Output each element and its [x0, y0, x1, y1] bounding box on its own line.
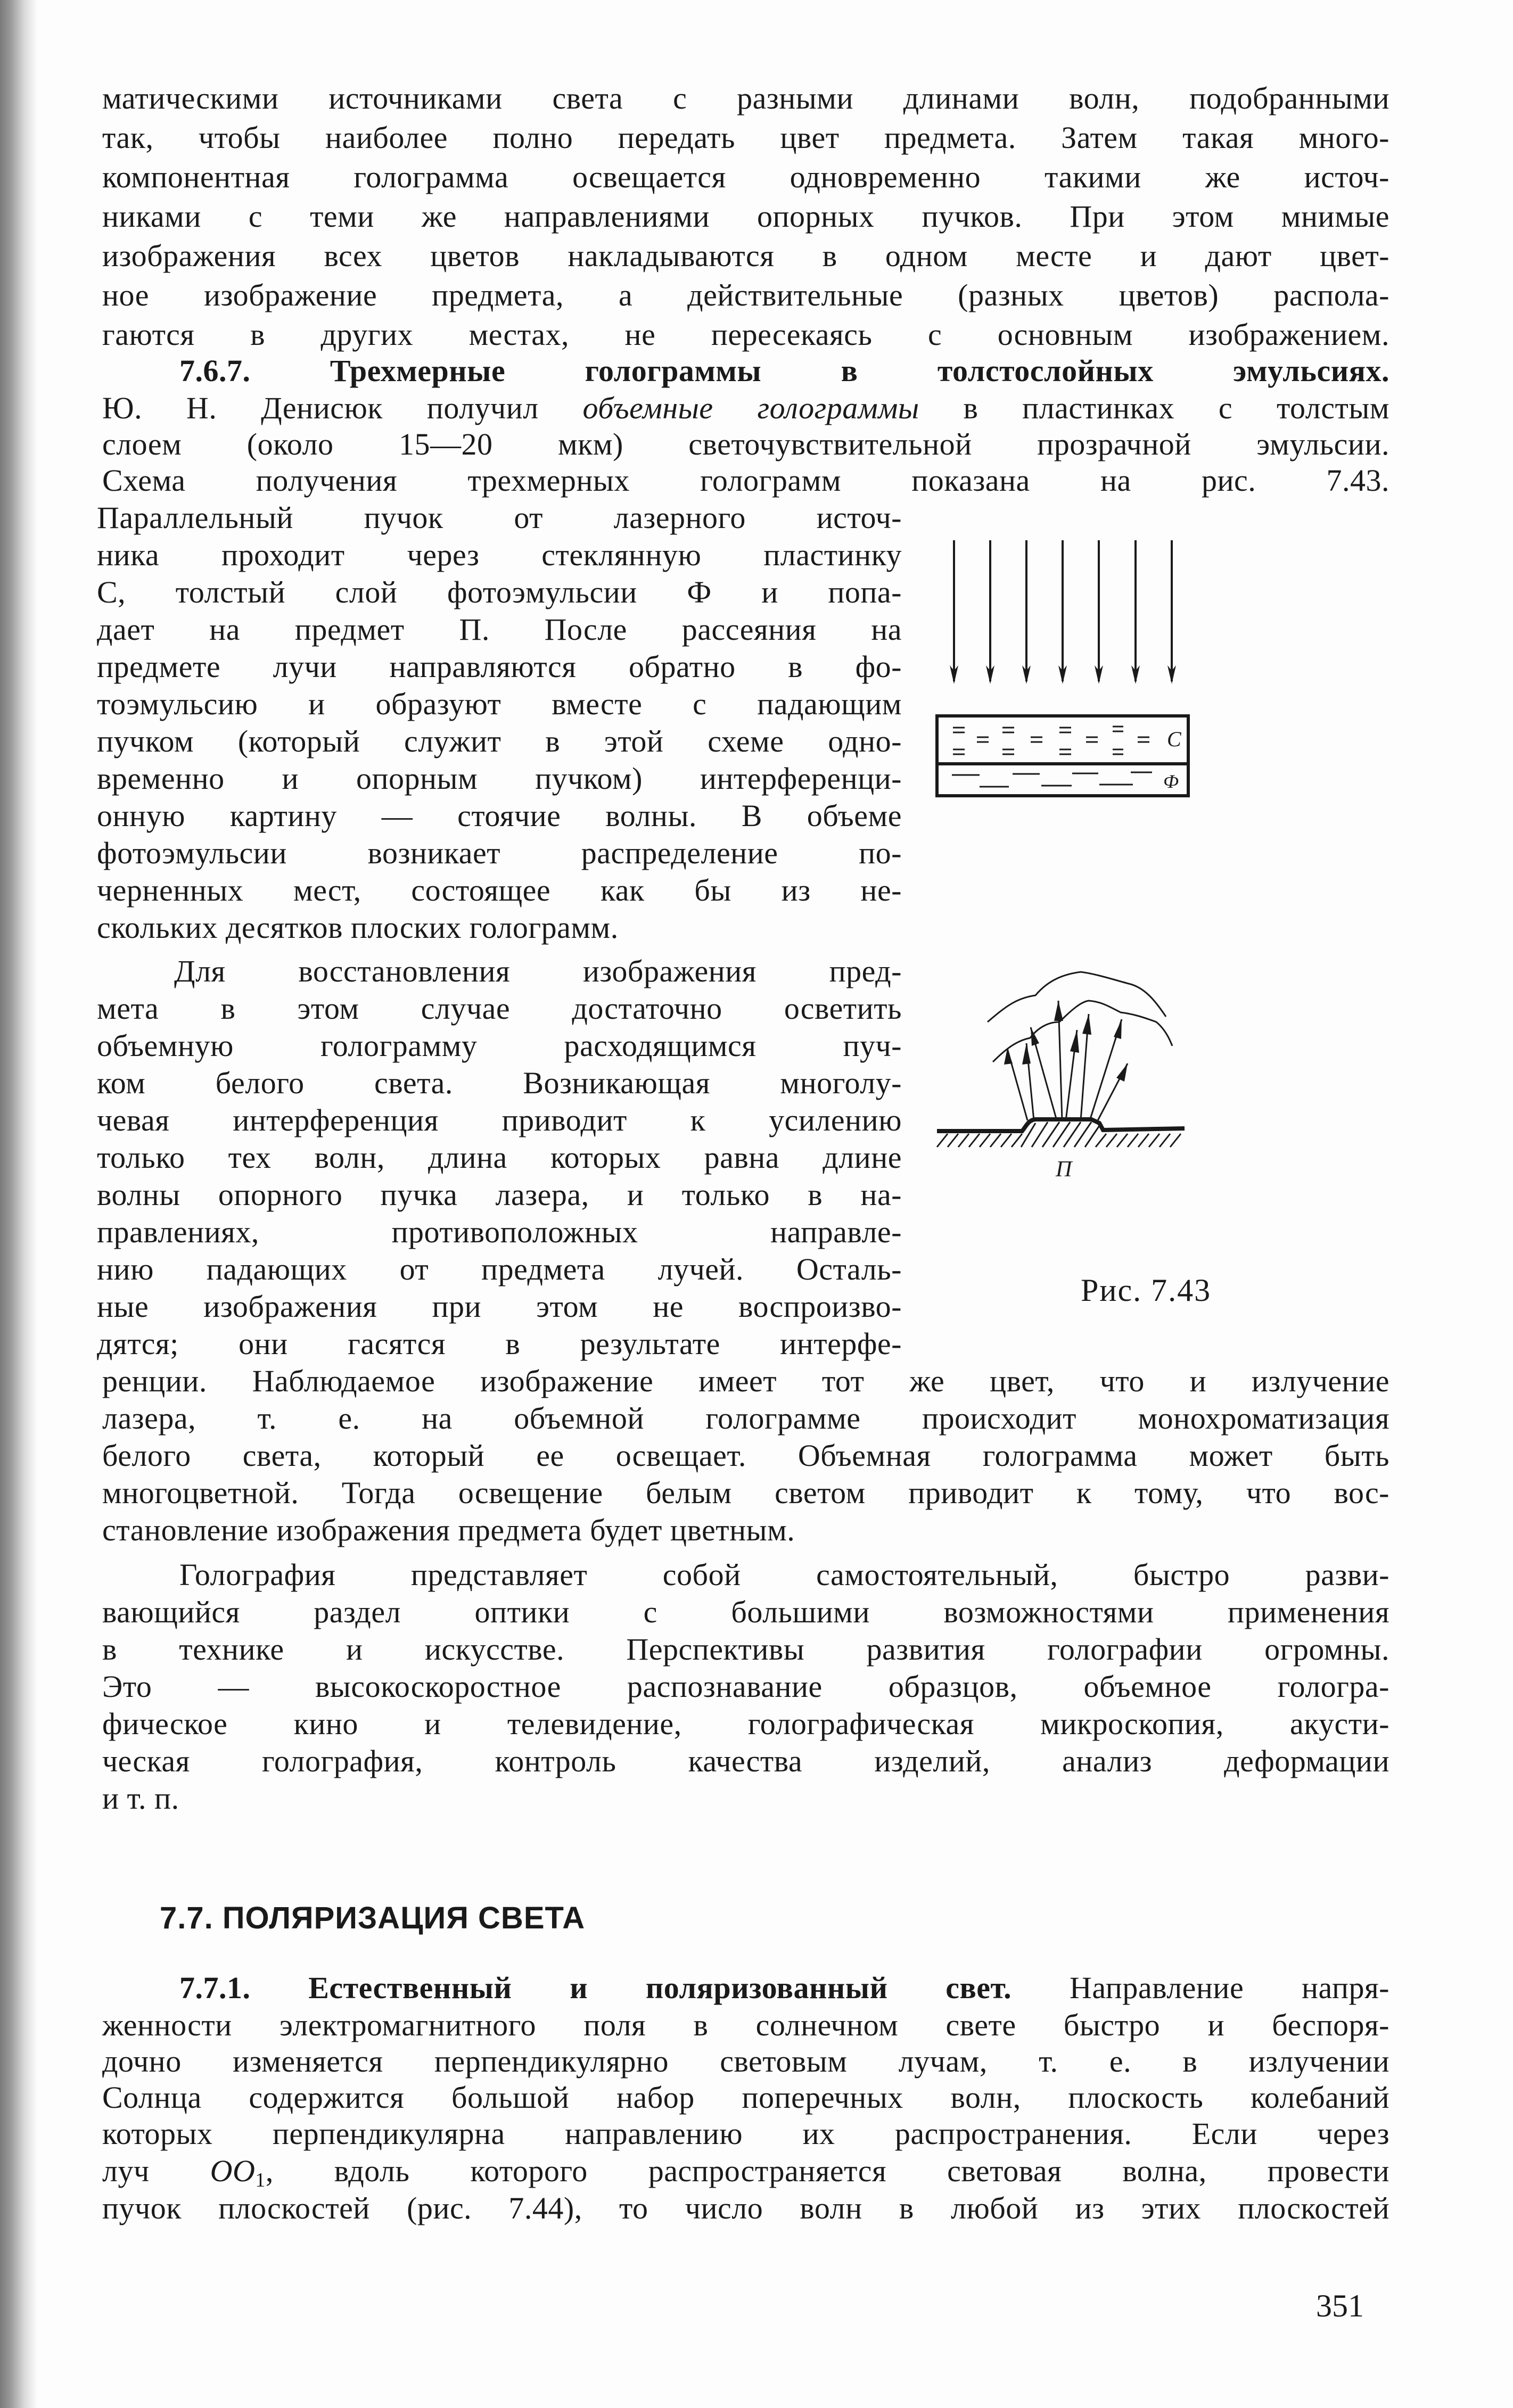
hatching [937, 1122, 1181, 1147]
scattered-rays-diagram [926, 969, 1405, 1267]
text-line: женности электромагнитного поля в солнечном свете быстро и беспоря- [102, 2008, 1389, 2042]
text-line [102, 390, 1389, 427]
text-line: ком белого света. Возникающая многолу- [97, 1066, 902, 1100]
text-line: Голография представляет собой самостоятельный, быстро разви- [179, 1557, 1389, 1592]
glass-plate-c [937, 716, 1188, 764]
text-line: так, чтобы наиболее полно передать цвет предмета. Затем такая много- [102, 120, 1389, 155]
text-line: белого света, который ее освещает. Объемная голограмма может быть [102, 1438, 1389, 1473]
text-line: и т. п. [102, 1781, 179, 1816]
label-glass-c: С [1167, 727, 1181, 751]
text-line: пучок плоскостей (рис. 7.44), то число волн в любой из этих плоскостей [102, 2191, 1389, 2225]
italic-term: объемные голограммы [582, 391, 919, 425]
text-line: дятся; они гасятся в результате интерфе- [97, 1326, 902, 1361]
text-span: , вдоль которого распространяется световая волна, провести [265, 2154, 1389, 2188]
text-line: Это — высокоскоростное распознавание образцов, объемное гологра- [102, 1669, 1389, 1704]
text-line: объемную голограмму расходящимся пуч- [97, 1028, 902, 1063]
text-line: предмете лучи направляются обратно в фо- [97, 649, 902, 684]
text-line [102, 2153, 1389, 2190]
text-line: изображения всех цветов накладываются в одном месте и дают цвет- [102, 238, 1389, 273]
emulsion-layer-f [937, 764, 1188, 796]
subscript: 1 [255, 2169, 266, 2191]
text-line: пучком (который служит в этой схеме одно- [97, 724, 902, 758]
text-span: Направление напря- [1012, 1970, 1390, 2005]
text-line: черненных мест, состоящее как бы из не- [97, 873, 902, 908]
text-line: Схема получения трехмерных голограмм показана на рис. 7.43. [102, 463, 1389, 498]
text-line: дает на предмет П. После рассеяния на [97, 612, 902, 647]
text-line: волны опорного пучка лазера, и только в на- [97, 1177, 902, 1212]
text-line [102, 1969, 1389, 2007]
text-line: ческая голография, контроль качества изделий, анализ деформации [102, 1744, 1389, 1778]
text-line: нию падающих от предмета лучей. Осталь- [97, 1252, 902, 1287]
text-line: чевая интерференция приводит к усилению [97, 1103, 902, 1137]
subsection-title: Трехмерные голограммы в толстослойных эмульсиях. [330, 353, 1389, 388]
text-line: правлениях, противоположных направле- [97, 1215, 902, 1249]
text-line: которых перпендикулярна направлению их распространения. Если через [102, 2116, 1389, 2151]
text-line: мета в этом случае достаточно осветить [97, 991, 902, 1026]
text-line: в технике и искусстве. Перспективы развития голографии огромны. [102, 1632, 1389, 1667]
subsection-title: 7.7.1. Естественный и поляризованный свет. [179, 1970, 1012, 2005]
arrow-down-icon [954, 540, 1172, 681]
text-line: временно и опорным пучком) интерференци- [97, 761, 902, 796]
text-line: становление изображения предмета будет цветным. [102, 1513, 795, 1547]
text-line: только тех волн, длина которых равна длине [97, 1140, 902, 1175]
text-line: гаются в других местах, не пересекаясь с основным изображением. [102, 317, 1389, 352]
figure-caption: Рис. 7.43 [1081, 1273, 1212, 1308]
label-object-p: П [1056, 1157, 1072, 1182]
section-heading: 7.7. ПОЛЯРИЗАЦИЯ СВЕТА [160, 1901, 586, 1935]
text-line: онную картину — стоячие волны. В объеме [97, 798, 902, 833]
object-surface [937, 1119, 1185, 1131]
subsection-heading [102, 352, 1389, 390]
text-line: ное изображение предмета, а действительные (разных цветов) распола- [102, 278, 1389, 312]
label-emulsion-f: Ф [1163, 771, 1179, 792]
text-span: луч [102, 2154, 210, 2188]
text-line: никами с теми же направлениями опорных пучков. При этом мнимые [102, 199, 1389, 234]
text-line: многоцветной. Тогда освещение белым светом приводит к тому, что вос- [102, 1475, 1389, 1510]
text-span: Ю. Н. Денисюк получил [102, 391, 583, 425]
text-line: матическими источниками света с разными длинами волн, подобранными [102, 81, 1389, 116]
page-number: 351 [1316, 2288, 1364, 2323]
text-line: фотоэмульсии возникает распределение по- [97, 836, 902, 870]
text-line: Солнца содержится большой набор поперечных волн, плоскость колебаний [102, 2080, 1389, 2115]
text-line: лазера, т. е. на объемной голограмме происходит монохроматизация [102, 1401, 1389, 1436]
text-line: дочно изменяется перпендикулярно световым лучам, т. е. в излучении [102, 2044, 1389, 2079]
text-line: компонентная голограмма освещается одновременно такими же источ- [102, 160, 1389, 194]
text-line: С, толстый слой фотоэмульсии Ф и попа- [97, 575, 902, 609]
text-line: Параллельный пучок от лазерного источ- [97, 500, 902, 535]
text-line: слоем (около 15—20 мкм) светочувствительной прозрачной эмульсии. [102, 427, 1389, 461]
text-line: тоэмульсию и образуют вместе с падающим [97, 687, 902, 721]
text-span: в пластинках с толстым [919, 391, 1389, 425]
subsection-number: 7.6.7. [179, 353, 251, 388]
text-line: скольких десятков плоских голограмм. [97, 910, 619, 945]
text-line: Для восстановления изображения пред- [174, 954, 902, 988]
scan-page-edge [0, 0, 37, 2408]
text-line: ные изображения при этом не воспроизво- [97, 1289, 902, 1324]
incident-rays-diagram [926, 522, 1405, 947]
text-line: ника проходит через стеклянную пластинку [97, 538, 902, 572]
ray-symbol: OO [210, 2154, 256, 2188]
text-line: фическое кино и телевидение, голографическая микроскопия, акусти- [102, 1706, 1389, 1741]
text-line: ренции. Наблюдаемое изображение имеет тот же цвет, что и излучение [102, 1364, 1389, 1398]
text-line: вающийся раздел оптики с большими возможностями применения [102, 1595, 1389, 1629]
